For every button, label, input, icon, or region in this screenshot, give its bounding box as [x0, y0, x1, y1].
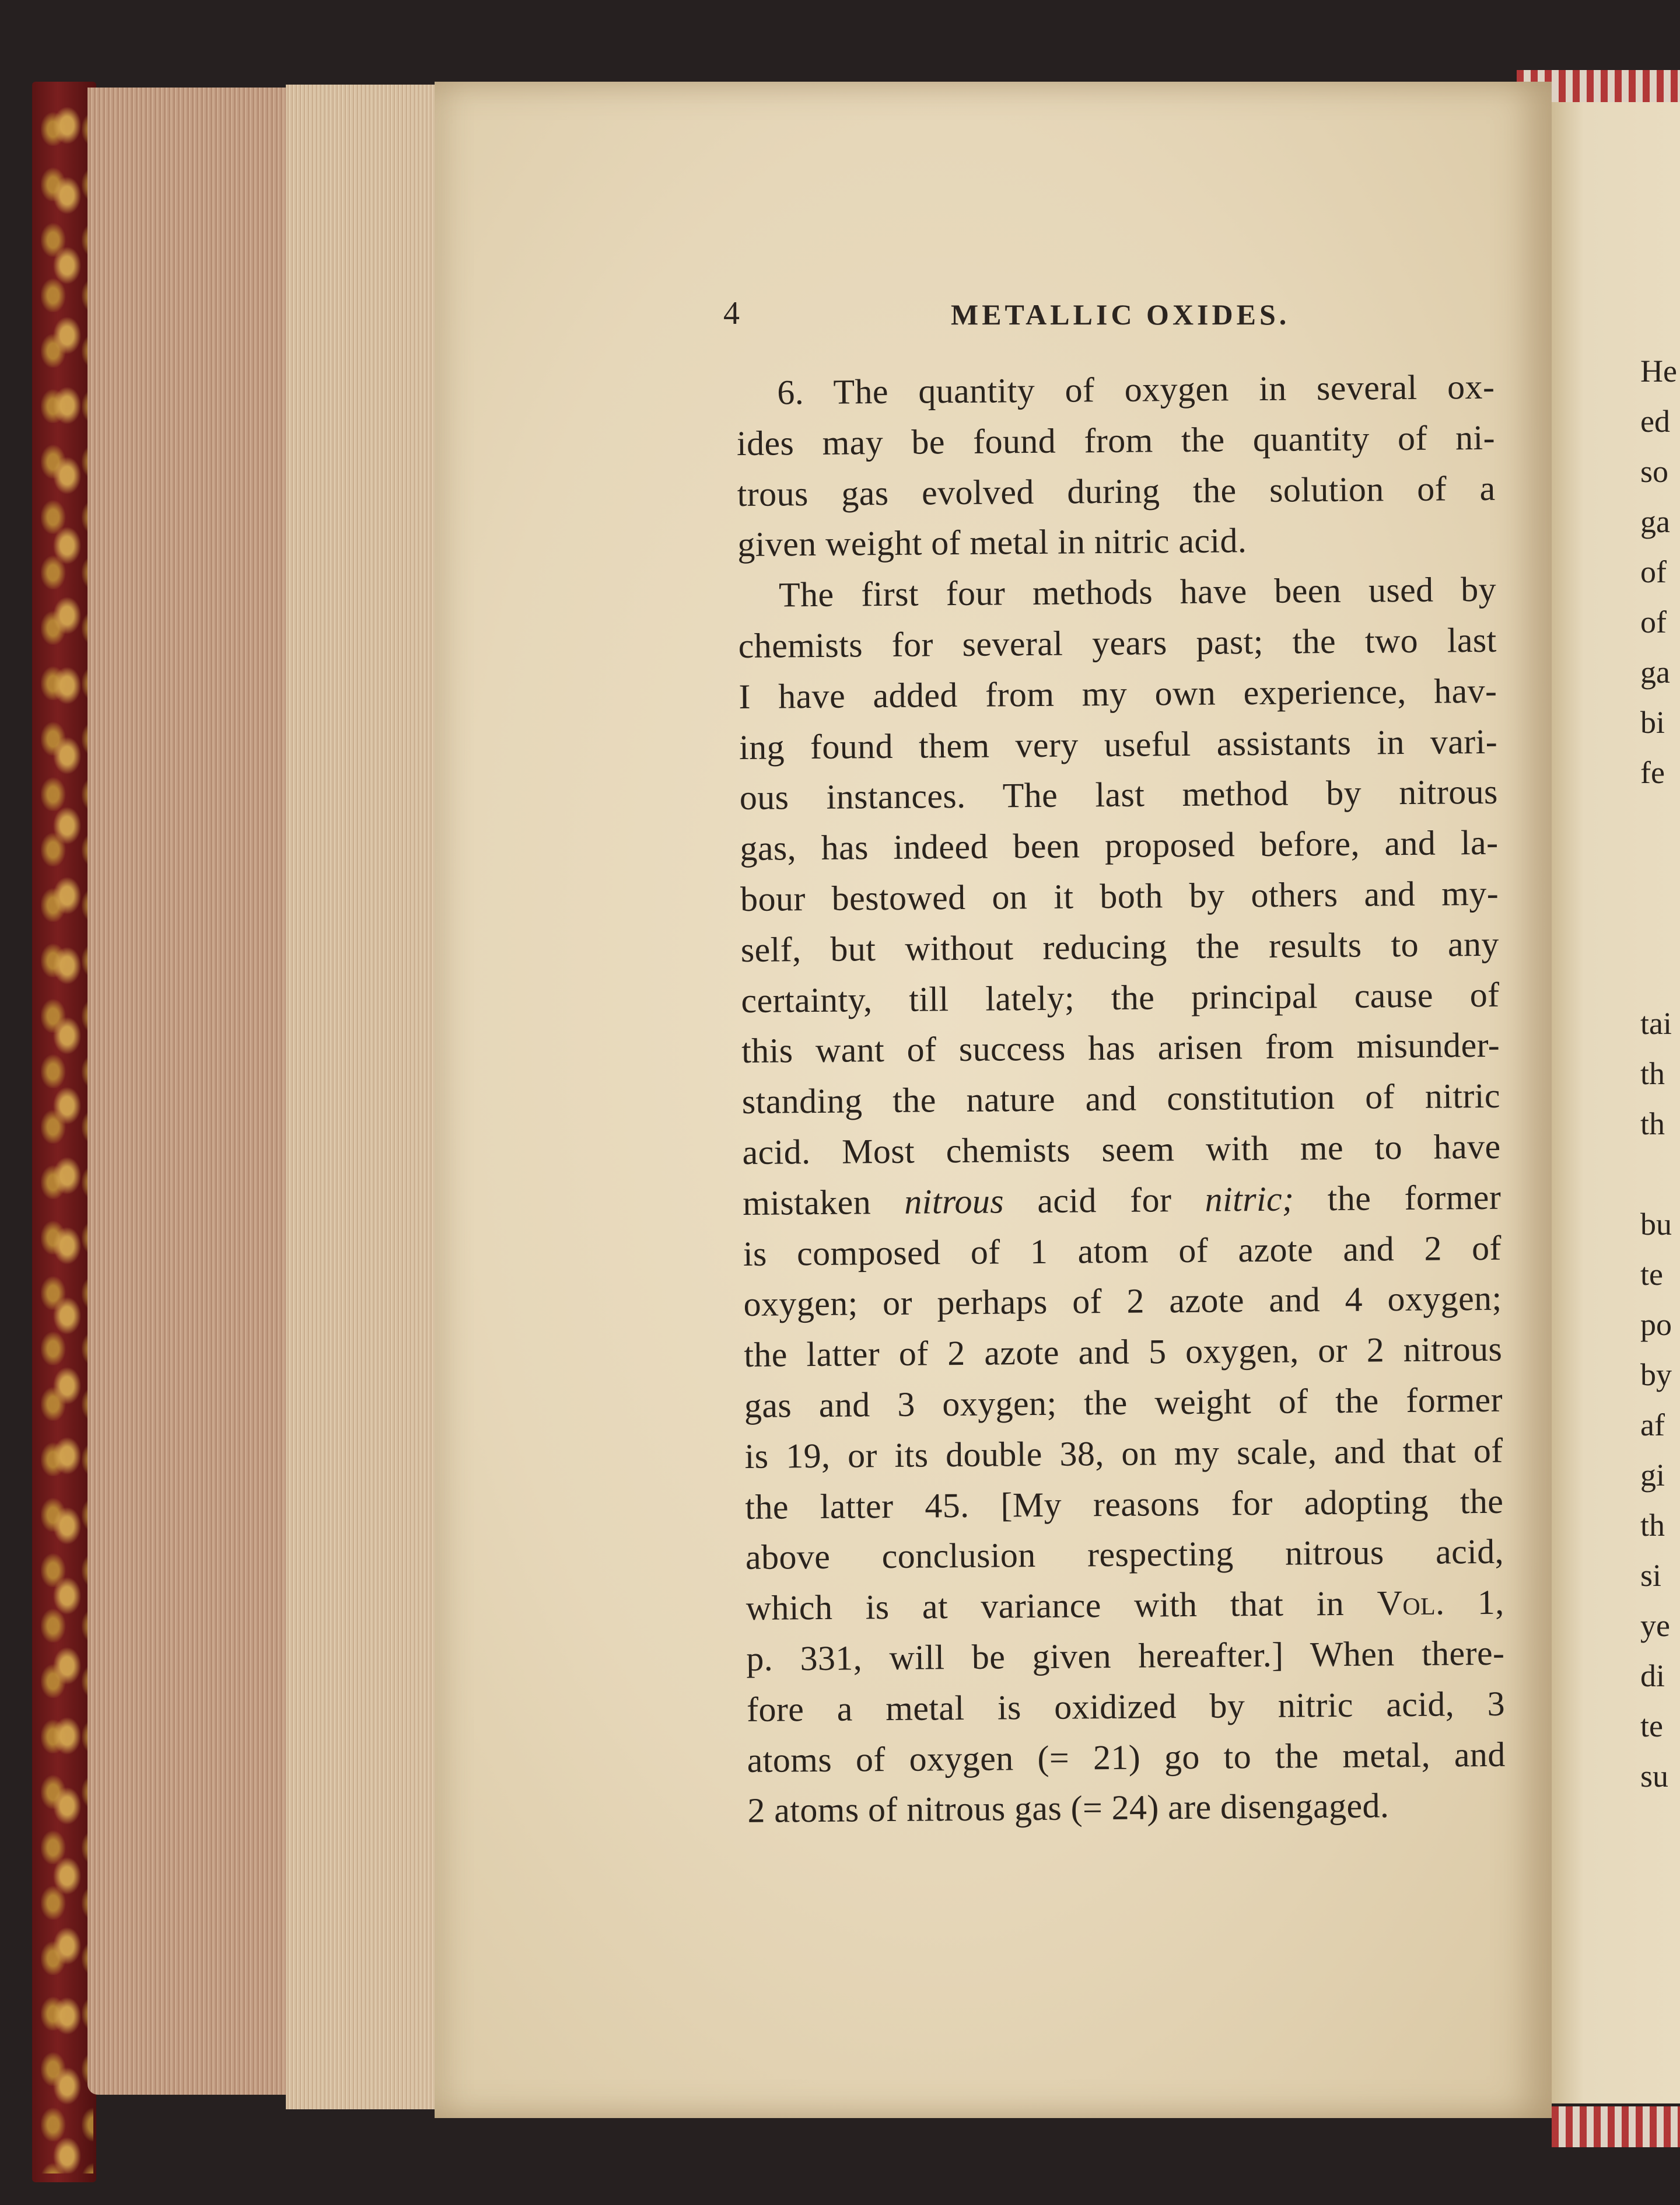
facing-page-fragment: ye — [1640, 1608, 1670, 1643]
body-text — [736, 362, 1506, 1836]
facing-page-fragment: of — [1640, 604, 1667, 640]
text-line: gas, has indeed been proposed before, and la- — [740, 823, 1499, 868]
facing-page-fragment: si — [1640, 1558, 1662, 1593]
page-number: 4 — [723, 295, 740, 331]
text-line: ous instances. The last method by nitrous — [739, 773, 1499, 817]
text-line: ing found them very useful assistants in vari- — [738, 722, 1498, 767]
facing-page-fragment: bi — [1640, 705, 1665, 740]
text-line: this want of success has arisen from misunder- — [741, 1026, 1500, 1071]
text-line: chemists for several years past; the two last — [738, 620, 1497, 665]
gilt-border-ornament — [41, 90, 93, 2173]
text-line: the latter of 2 azote and 5 oxygen, or 2 nitrous — [744, 1329, 1503, 1375]
facing-page-fragment: th — [1640, 1106, 1665, 1141]
facing-page-fragment: te — [1640, 1708, 1663, 1743]
text-run: which is at variance with that in — [746, 1584, 1377, 1628]
facing-page-fragment: af — [1640, 1407, 1665, 1442]
text-line: oxygen; or perhaps of 2 azote and 4 oxygen; — [743, 1279, 1502, 1324]
facing-page-fragment: by — [1640, 1357, 1672, 1392]
facing-page-fragment: te — [1640, 1257, 1663, 1292]
facing-page-fragment: He — [1640, 354, 1677, 389]
facing-page-fragment: th — [1640, 1056, 1665, 1091]
text-line: ides may be found from the quantity of ni- — [736, 418, 1496, 463]
text-line: bour bestowed on it both by others and my- — [740, 873, 1499, 918]
text-run: acid for — [1003, 1180, 1205, 1221]
text-line: 6. The quantity of oxygen in several ox- — [777, 367, 1495, 412]
facing-page-fragment: tai — [1640, 1006, 1672, 1041]
text-line: standing the nature and constitution of nitric — [741, 1076, 1501, 1121]
text-line: 2 atoms of nitrous gas (= 24) are disengaged. — [747, 1786, 1390, 1830]
page-edges-inner — [286, 85, 438, 2109]
text-run: 1, — [1444, 1582, 1504, 1622]
text-line: The first four methods have been used by — [778, 569, 1497, 614]
text-line: trous gas evolved during the solution of a — [737, 469, 1496, 513]
facing-page-fragment: so — [1640, 454, 1669, 489]
facing-page-fragment: ga — [1640, 655, 1670, 690]
text-line: atoms of oxygen (= 21) go to the metal, and — [747, 1735, 1506, 1780]
text-line: is composed of 1 atom of azote and 2 of — [743, 1228, 1502, 1273]
italic-term-nitric: nitric; — [1205, 1179, 1294, 1219]
small-caps-vol: Vol. — [1377, 1583, 1445, 1623]
facing-page-fragment: gi — [1640, 1458, 1665, 1493]
italic-term-nitrous: nitrous — [904, 1182, 1005, 1221]
facing-page-fragment: po — [1640, 1307, 1672, 1342]
text-run: the former — [1294, 1177, 1502, 1218]
text-line — [746, 1577, 1504, 1634]
page-edges-outer — [88, 88, 286, 2095]
text-line: acid. Most chemists seem with me to have — [742, 1127, 1501, 1172]
facing-page-fragment: bu — [1640, 1207, 1672, 1242]
running-title: METALLIC OXIDES. — [951, 298, 1290, 331]
text-line: certainty, till lately; the principal cause of — [741, 975, 1500, 1020]
text-line: p. 331, will be given hereafter.] When there- — [746, 1633, 1505, 1678]
facing-page-text — [1640, 353, 1680, 1928]
facing-page-fragment: ed — [1640, 404, 1670, 439]
facing-page-fragment: di — [1640, 1658, 1665, 1693]
text-line: above conclusion respecting nitrous acid, — [745, 1532, 1504, 1577]
facing-page-fragment: ga — [1640, 504, 1670, 539]
headband-bottom — [1552, 2106, 1680, 2147]
facing-page-fragment: su — [1640, 1759, 1669, 1794]
text-line — [743, 1172, 1502, 1228]
text-line: given weight of metal in nitric acid. — [737, 521, 1247, 564]
facing-page-fragment: of — [1640, 554, 1667, 589]
text-run: mistaken — [742, 1182, 905, 1222]
text-line: gas and 3 oxygen; the weight of the former — [744, 1380, 1503, 1425]
text-line: is 19, or its double 38, on my scale, and that of — [744, 1431, 1503, 1476]
text-line: the latter 45. [My reasons for adopting the — [745, 1481, 1504, 1526]
text-line: fore a metal is oxidized by nitric acid, 3 — [746, 1684, 1506, 1729]
text-line: I have added from my own experience, hav- — [738, 671, 1497, 716]
facing-page-fragment: fe — [1640, 755, 1665, 790]
facing-page-fragment: th — [1640, 1508, 1665, 1543]
text-line: self, but without reducing the results to any — [740, 924, 1500, 969]
